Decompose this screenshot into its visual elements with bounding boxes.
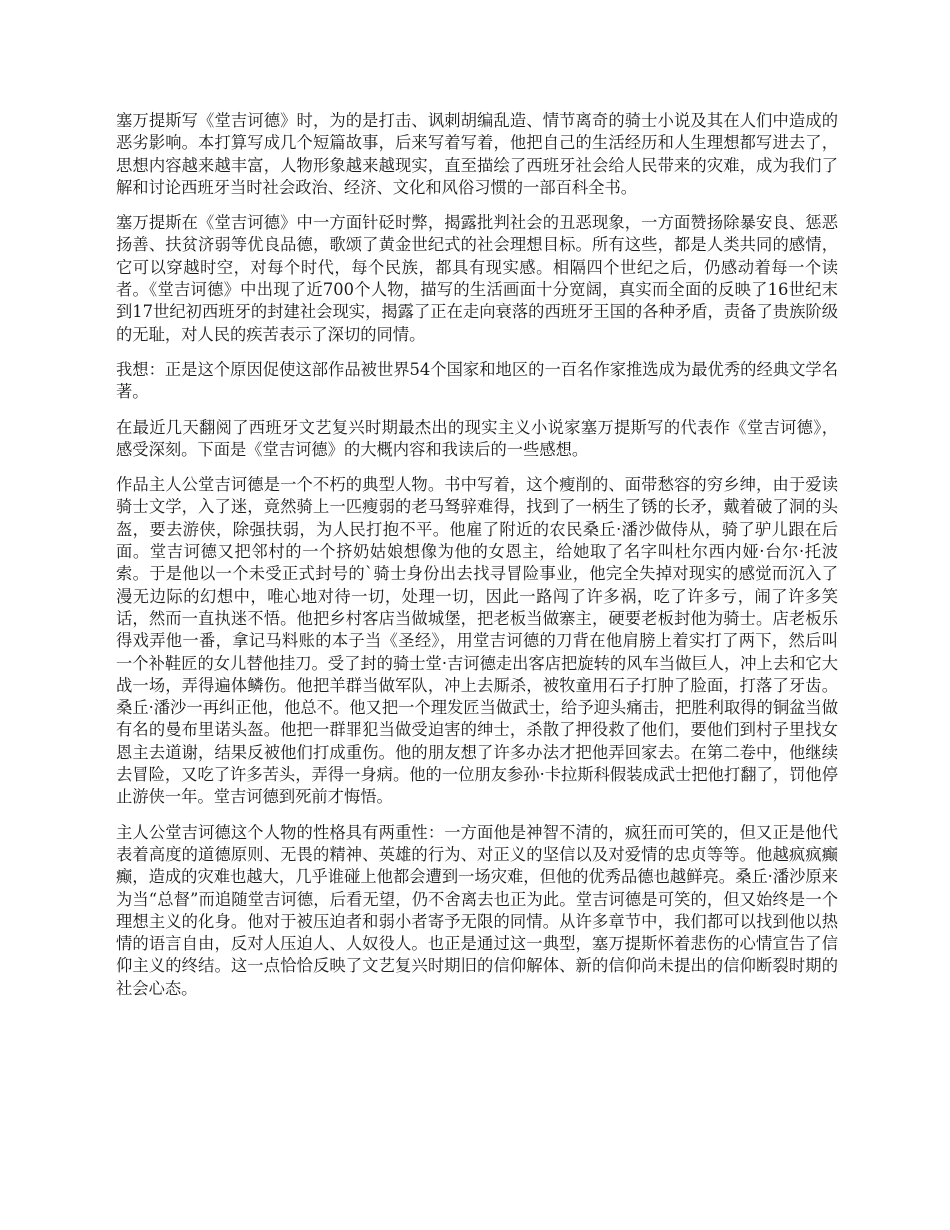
document-body bbox=[116, 110, 838, 1013]
paragraph-3: 我想：正是这个原因促使这部作品被世界54个国家和地区的一百名作家推选成为最优秀的经典文学名著。 bbox=[116, 359, 838, 402]
paragraph-4: 在最近几天翻阅了西班牙文艺复兴时期最杰出的现实主义小说家塞万提斯写的代表作《堂吉诃德》，感受深刻。下面是《堂吉诃德》的大概内容和我读后的一些感想。 bbox=[116, 417, 838, 459]
paragraph-1: 塞万提斯写《堂吉诃德》时，为的是打击、讽刺胡编乱造、情节离奇的骑士小说及其在人们中造成的恶劣影响。本打算写成几个短篇故事，后来写着写着，他把自己的生活经历和人生理想都写进去了，思想内容越来越丰富，人物形象越来越现实，直至描绘了西班牙社会给人民带来的灾难，成为我们了解和讨论西班牙当时社会政治、经济、文化和风俗习惯的一部百科全书。 bbox=[116, 111, 838, 197]
paragraph-2: 塞万提斯在《堂吉诃德》中一方面针砭时弊，揭露批判社会的丑恶现象，一方面赞扬除暴安良、惩恶扬善、扶贫济弱等优良品德，歌颂了黄金世纪式的社会理想目标。所有这些，都是人类共同的感情，它可以穿越时空，对每个时代，每个民族，都具有现实感。相隔四个世纪之后，仍感动着每一个读者。《堂吉诃德》中出现了近700个人物，描写的生活画面十分宽阔，真实而全面的反映了16世纪末到17世纪初西班牙的封建社会现实，揭露了正在走向衰落的西班牙王国的各种矛盾，责备了贵族阶级的无耻，对人民的疾苦表示了深切的同情。 bbox=[116, 213, 838, 344]
paragraph-5: 作品主人公堂吉诃德是一个不朽的典型人物。书中写着，这个瘦削的、面带愁容的穷乡绅，由于爱读骑士文学，入了迷，竟然骑上一匹瘦弱的老马驽骍难得，找到了一柄生了锈的长矛，戴着破了洞的头盔，要去游侠，除强扶弱，为人民打抱不平。他雇了附近的农民桑丘·潘沙做侍从，骑了驴儿跟在后面。堂吉诃德又把邻村的一个挤奶姑娘想像为他的女恩主，给她取了名字叫杜尔西内娅·台尔·托波索。于是他以一个未受正式封号的`骑士身份出去找寻冒险事业，他完全失掉对现实的感觉而沉入了漫无边际的幻想中，唯心地对待一切，处理一切，因此一路闯了许多祸，吃了许多亏，闹了许多笑话，然而一直执迷不悟。他把乡村客店当做城堡，把老板当做寨主，硬要老板封他为骑士。店老板乐得戏弄他一番，拿记马料账的本子当《圣经》，用堂吉诃德的刀背在他肩膀上着实打了两下，然后叫一个补鞋匠的女儿替他挂刀。受了封的骑士堂·吉诃德走出客店把旋转的风车当做巨人，冲上去和它大战一场，弄得遍体鳞伤。他把羊群当做军队，冲上去厮杀，被牧童用石子打肿了脸面，打落了牙齿。桑丘·潘沙一再纠正他，他总不。他又把一个理发匠当做武士，给予迎头痛击，把胜利取得的铜盆当做有名的曼布里诺头盔。他把一群罪犯当做受迫害的绅士，杀散了押役救了他们，要他们到村子里找女恩主去道谢，结果反被他们打成重伤。他的朋友想了许多办法才把他弄回家去。在第二卷中，他继续去冒险，又吃了许多苦头，弄得一身病。他的一位朋友参孙·卡拉斯科假装成武士把他打翻了，罚他停止游侠一年。堂吉诃德到死前才悔悟。 bbox=[116, 475, 838, 807]
paragraph-6: 主人公堂吉诃德这个人物的性格具有两重性：一方面他是神智不清的，疯狂而可笑的，但又正是他代表着高度的道德原则、无畏的精神、英雄的行为、对正义的坚信以及对爱情的忠贞等等。他越疯疯癫癫，造成的灾难也越大，几乎谁碰上他都会遭到一场灾难，但他的优秀品德也越鲜亮。桑丘·潘沙原来为当“总督”而追随堂吉诃德，后看无望，仍不舍离去也正为此。堂吉诃德是可笑的，但又始终是一个理想主义的化身。他对于被压迫者和弱小者寄予无限的同情。从许多章节中，我们都可以找到他以热情的语言自由，反对人压迫人、人奴役人。也正是通过这一典型，塞万提斯怀着悲伤的心情宣告了信仰主义的终结。这一点恰恰反映了文艺复兴时期旧的信仰解体、新的信仰尚未提出的信仰断裂时期的社会心态。 bbox=[116, 822, 838, 998]
